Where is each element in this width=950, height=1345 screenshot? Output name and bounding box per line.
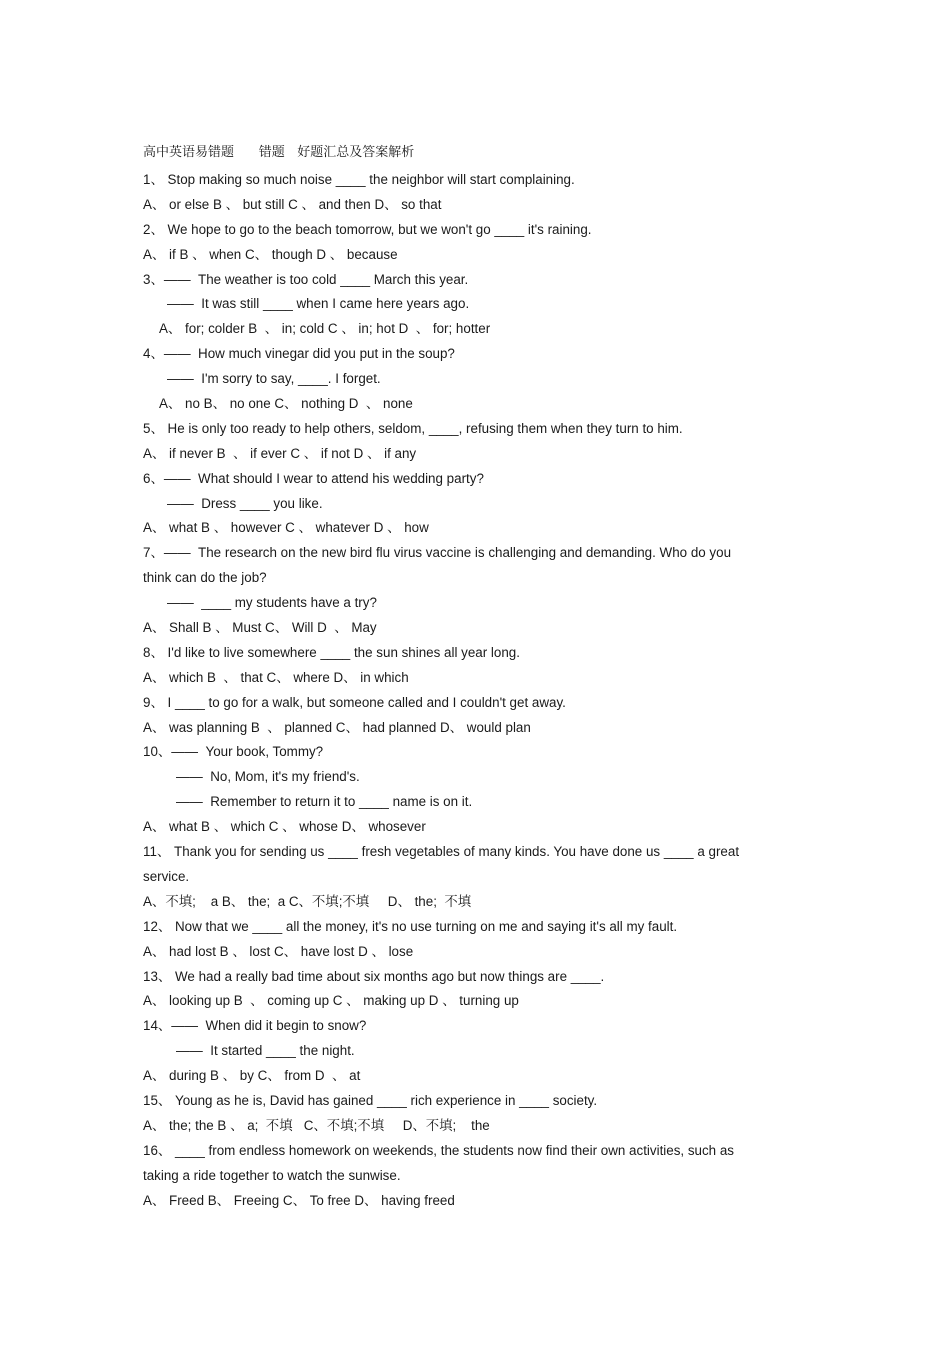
question-7-reply: —— ____ my students have a try? <box>167 595 377 611</box>
question-12-options: A、 had lost B 、 lost C、 have lost D 、 lose <box>143 943 414 959</box>
question-1-options: A、 or else B 、 but still C 、 and then D、 so that <box>143 196 442 212</box>
question-8: 8、 I'd like to live somewhere ____ the sun shines all year long. <box>143 644 520 660</box>
question-7-continued: think can do the job? <box>143 570 267 586</box>
question-10-options: A、 what B 、 which C 、 whose D、 whosever <box>143 819 426 835</box>
question-12: 12、 Now that we ____ all the money, it's no use turning on me and saying it's all my fault. <box>143 918 678 934</box>
question-2-options: A、 if B 、 when C、 though D 、 because <box>143 246 398 262</box>
question-11-options: A、不填; a B、 the; a C、不填;不填 D、 the; 不填 <box>143 893 472 909</box>
question-9: 9、 I ____ to go for a walk, but someone called and I couldn't get away. <box>143 694 566 710</box>
question-11-continued: service. <box>143 868 190 884</box>
question-10: 10、—— Your book, Tommy? <box>143 744 324 760</box>
question-5: 5、 He is only too ready to help others, seldom, ____, refusing them when they turn to him. <box>143 420 683 436</box>
question-15: 15、 Young as he is, David has gained ____ rich experience in ____ society. <box>143 1092 598 1108</box>
question-4-options: A、 no B、 no one C、 nothing D 、 none <box>159 396 413 412</box>
question-4: 4、—— How much vinegar did you put in the soup? <box>143 346 455 362</box>
document-title: 高中英语易错题 错题 好题汇总及答案解析 <box>143 145 415 160</box>
question-3-reply: —— It was still ____ when I came here years ago. <box>167 296 470 312</box>
question-15-options: A、 the; the B 、 a; 不填 C、不填;不填 D、不填; the <box>143 1117 490 1133</box>
question-4-reply: —— I'm sorry to say, ____. I forget. <box>167 371 381 387</box>
question-6-reply: —— Dress ____ you like. <box>167 495 323 511</box>
question-1: 1、 Stop making so much noise ____ the neighbor will start complaining. <box>143 172 575 187</box>
question-2: 2、 We hope to go to the beach tomorrow, but we won't go ____ it's raining. <box>143 221 592 237</box>
question-14-options: A、 during B 、 by C、 from D 、 at <box>143 1068 361 1084</box>
question-6: 6、—— What should I wear to attend his wedding party? <box>143 470 484 486</box>
question-10-reply: —— No, Mom, it's my friend's. <box>176 769 360 785</box>
question-11: 11、 Thank you for sending us ____ fresh vegetables of many kinds. You have done us ____ a great <box>143 844 740 860</box>
question-16-options: A、 Freed B、 Freeing C、 To free D、 having freed <box>143 1192 455 1208</box>
question-3-options: A、 for; colder B 、 in; cold C 、 in; hot D 、 for; hotter <box>159 321 491 337</box>
question-3: 3、—— The weather is too cold ____ March this year. <box>143 271 469 287</box>
question-6-options: A、 what B 、 however C 、 whatever D 、 how <box>143 520 429 536</box>
question-13: 13、 We had a really bad time about six months ago but now things are ____. <box>143 968 605 984</box>
question-10-reply-2: —— Remember to return it to ____ name is on it. <box>176 794 473 810</box>
question-14-reply: —— It started ____ the night. <box>176 1043 355 1059</box>
question-8-options: A、 which B 、 that C、 where D、 in which <box>143 669 409 685</box>
question-7: 7、—— The research on the new bird flu virus vaccine is challenging and demanding. Who do you <box>143 545 732 561</box>
question-13-options: A、 looking up B 、 coming up C 、 making up D 、 turning up <box>143 993 519 1009</box>
question-16-continued: taking a ride together to watch the sunwise. <box>143 1167 401 1183</box>
question-16: 16、 ____ from endless homework on weekends, the students now find their own activities, such as <box>143 1142 734 1158</box>
question-7-options: A、 Shall B 、 Must C、 Will D 、 May <box>143 620 377 636</box>
question-5-options: A、 if never B 、 if ever C 、 if not D 、 if any <box>143 445 417 461</box>
question-14: 14、—— When did it begin to snow? <box>143 1018 367 1034</box>
document-page <box>143 143 783 1213</box>
question-9-options: A、 was planning B 、 planned C、 had planned D、 would plan <box>143 719 531 735</box>
